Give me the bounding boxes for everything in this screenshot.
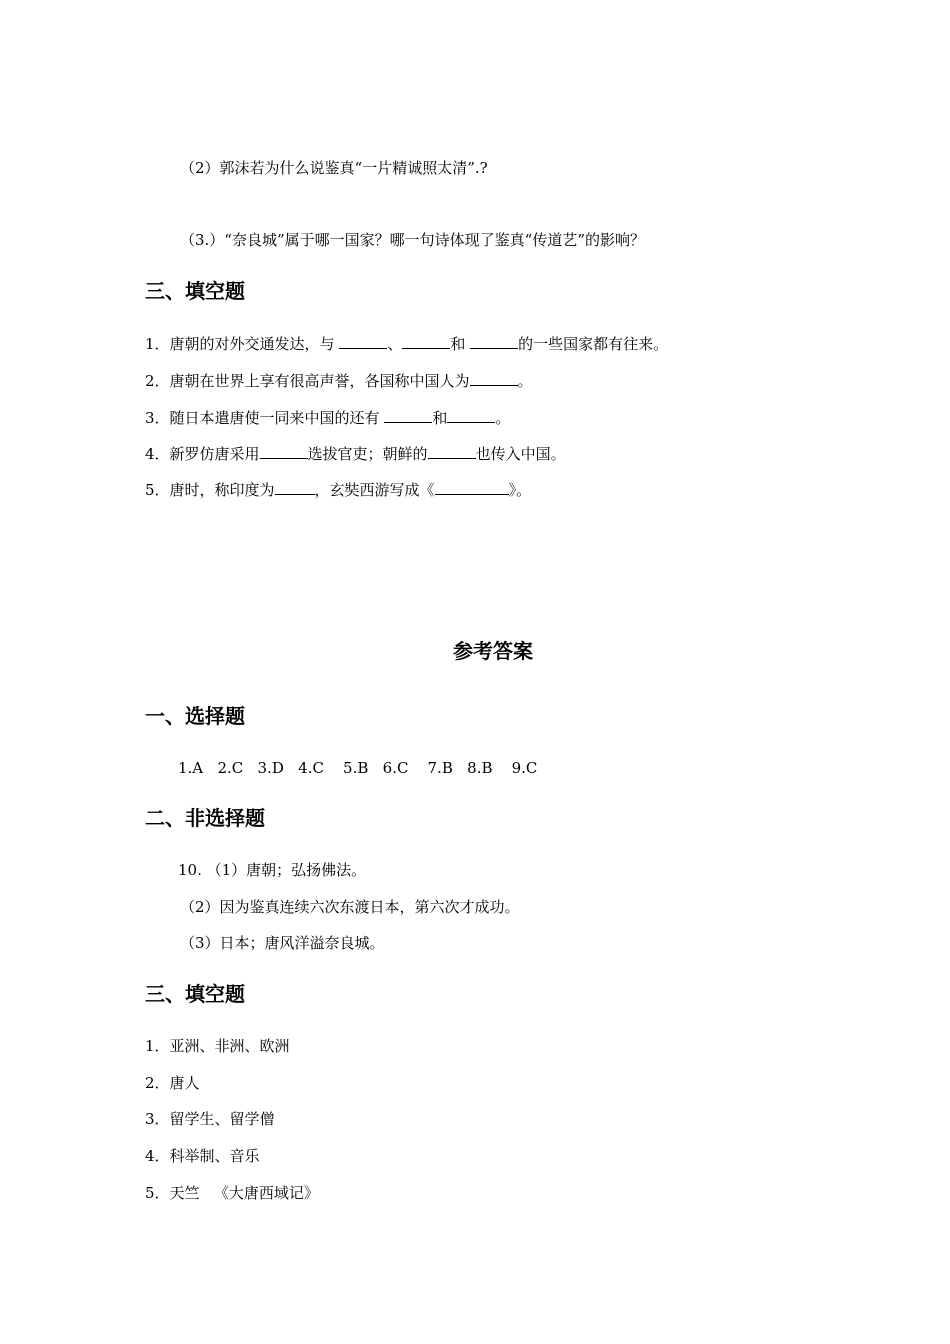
fill-item-1-text-c: 和 (450, 335, 466, 353)
fill-answer-3: 3．留学生、留学僧 (145, 1110, 275, 1128)
fill-item-3-text-b: 和 (432, 409, 448, 427)
fill-item-4-text-c: 也传入中国。 (475, 445, 566, 463)
fill-blank (275, 480, 315, 495)
choice-answers: 1.A 2.C 3.D 4.C 5.B 6.C 7.B 8.B 9.C (178, 759, 538, 777)
fill-blank (384, 408, 432, 423)
fill-blank (339, 334, 387, 349)
fill-blank (447, 408, 495, 423)
fill-blank (402, 334, 450, 349)
fill-item-3-text-c: 。 (495, 409, 511, 427)
fill-blank (428, 444, 476, 459)
nonchoice-line-1: 10. （1）唐朝；弘扬佛法。 (178, 861, 367, 879)
fill-item-4-text-b: 选拔官吏；朝鲜的 (307, 445, 428, 463)
question-2-text: （2）郭沫若为什么说鉴真“一片精诚照太清”.? (180, 159, 488, 177)
nonchoice-line-3: （3）日本；唐风洋溢奈良城。 (180, 934, 385, 952)
fill-item-5-text-c: 》。 (508, 481, 532, 499)
fill-item-5 (145, 480, 531, 500)
fill-answer-4: 4．科举制、音乐 (145, 1147, 260, 1165)
fill-item-2-text-a: 2．唐朝在世界上享有很高声誉，各国称中国人为 (145, 372, 470, 390)
fill-item-1-text-a: 1．唐朝的对外交通发达，与 (145, 335, 335, 353)
nonchoice-line-2: （2）因为鉴真连续六次东渡日本，第六次才成功。 (180, 898, 520, 916)
fill-answer-2: 2．唐人 (145, 1074, 200, 1092)
fill-item-3 (145, 408, 510, 428)
fill-blank (260, 444, 308, 459)
fill-answers-heading: 三、填空题 (145, 982, 245, 1006)
choice-heading: 一、选择题 (145, 704, 245, 728)
fill-item-2-text-b: 。 (517, 372, 533, 390)
fill-section-heading: 三、填空题 (145, 279, 245, 303)
fill-item-3-text-a: 3．随日本遣唐使一同来中国的还有 (145, 409, 380, 427)
fill-item-4-text-a: 4．新罗仿唐采用 (145, 445, 260, 463)
fill-item-1-text-b: 、 (387, 335, 403, 353)
fill-blank (470, 334, 518, 349)
fill-item-5-text-b: ，玄奘西游写成《 (314, 481, 435, 499)
fill-answer-5: 5．天竺 《大唐西域记》 (145, 1184, 319, 1202)
fill-blank (470, 371, 518, 386)
fill-item-5-text-a: 5．唐时，称印度为 (145, 481, 275, 499)
question-3-text: （3.）“奈良城”属于哪一国家？哪一句诗体现了鉴真“传道艺”的影响？ (180, 231, 645, 249)
fill-blank (435, 480, 509, 495)
fill-item-2 (145, 371, 533, 391)
fill-answer-1: 1．亚洲、非洲、欧洲 (145, 1037, 290, 1055)
fill-item-1-text-d: 的一些国家都有往来。 (518, 335, 669, 353)
answers-title: 参考答案 (453, 639, 533, 663)
fill-item-1 (145, 334, 668, 354)
fill-item-4 (145, 444, 566, 464)
nonchoice-heading: 二、非选择题 (145, 806, 265, 830)
